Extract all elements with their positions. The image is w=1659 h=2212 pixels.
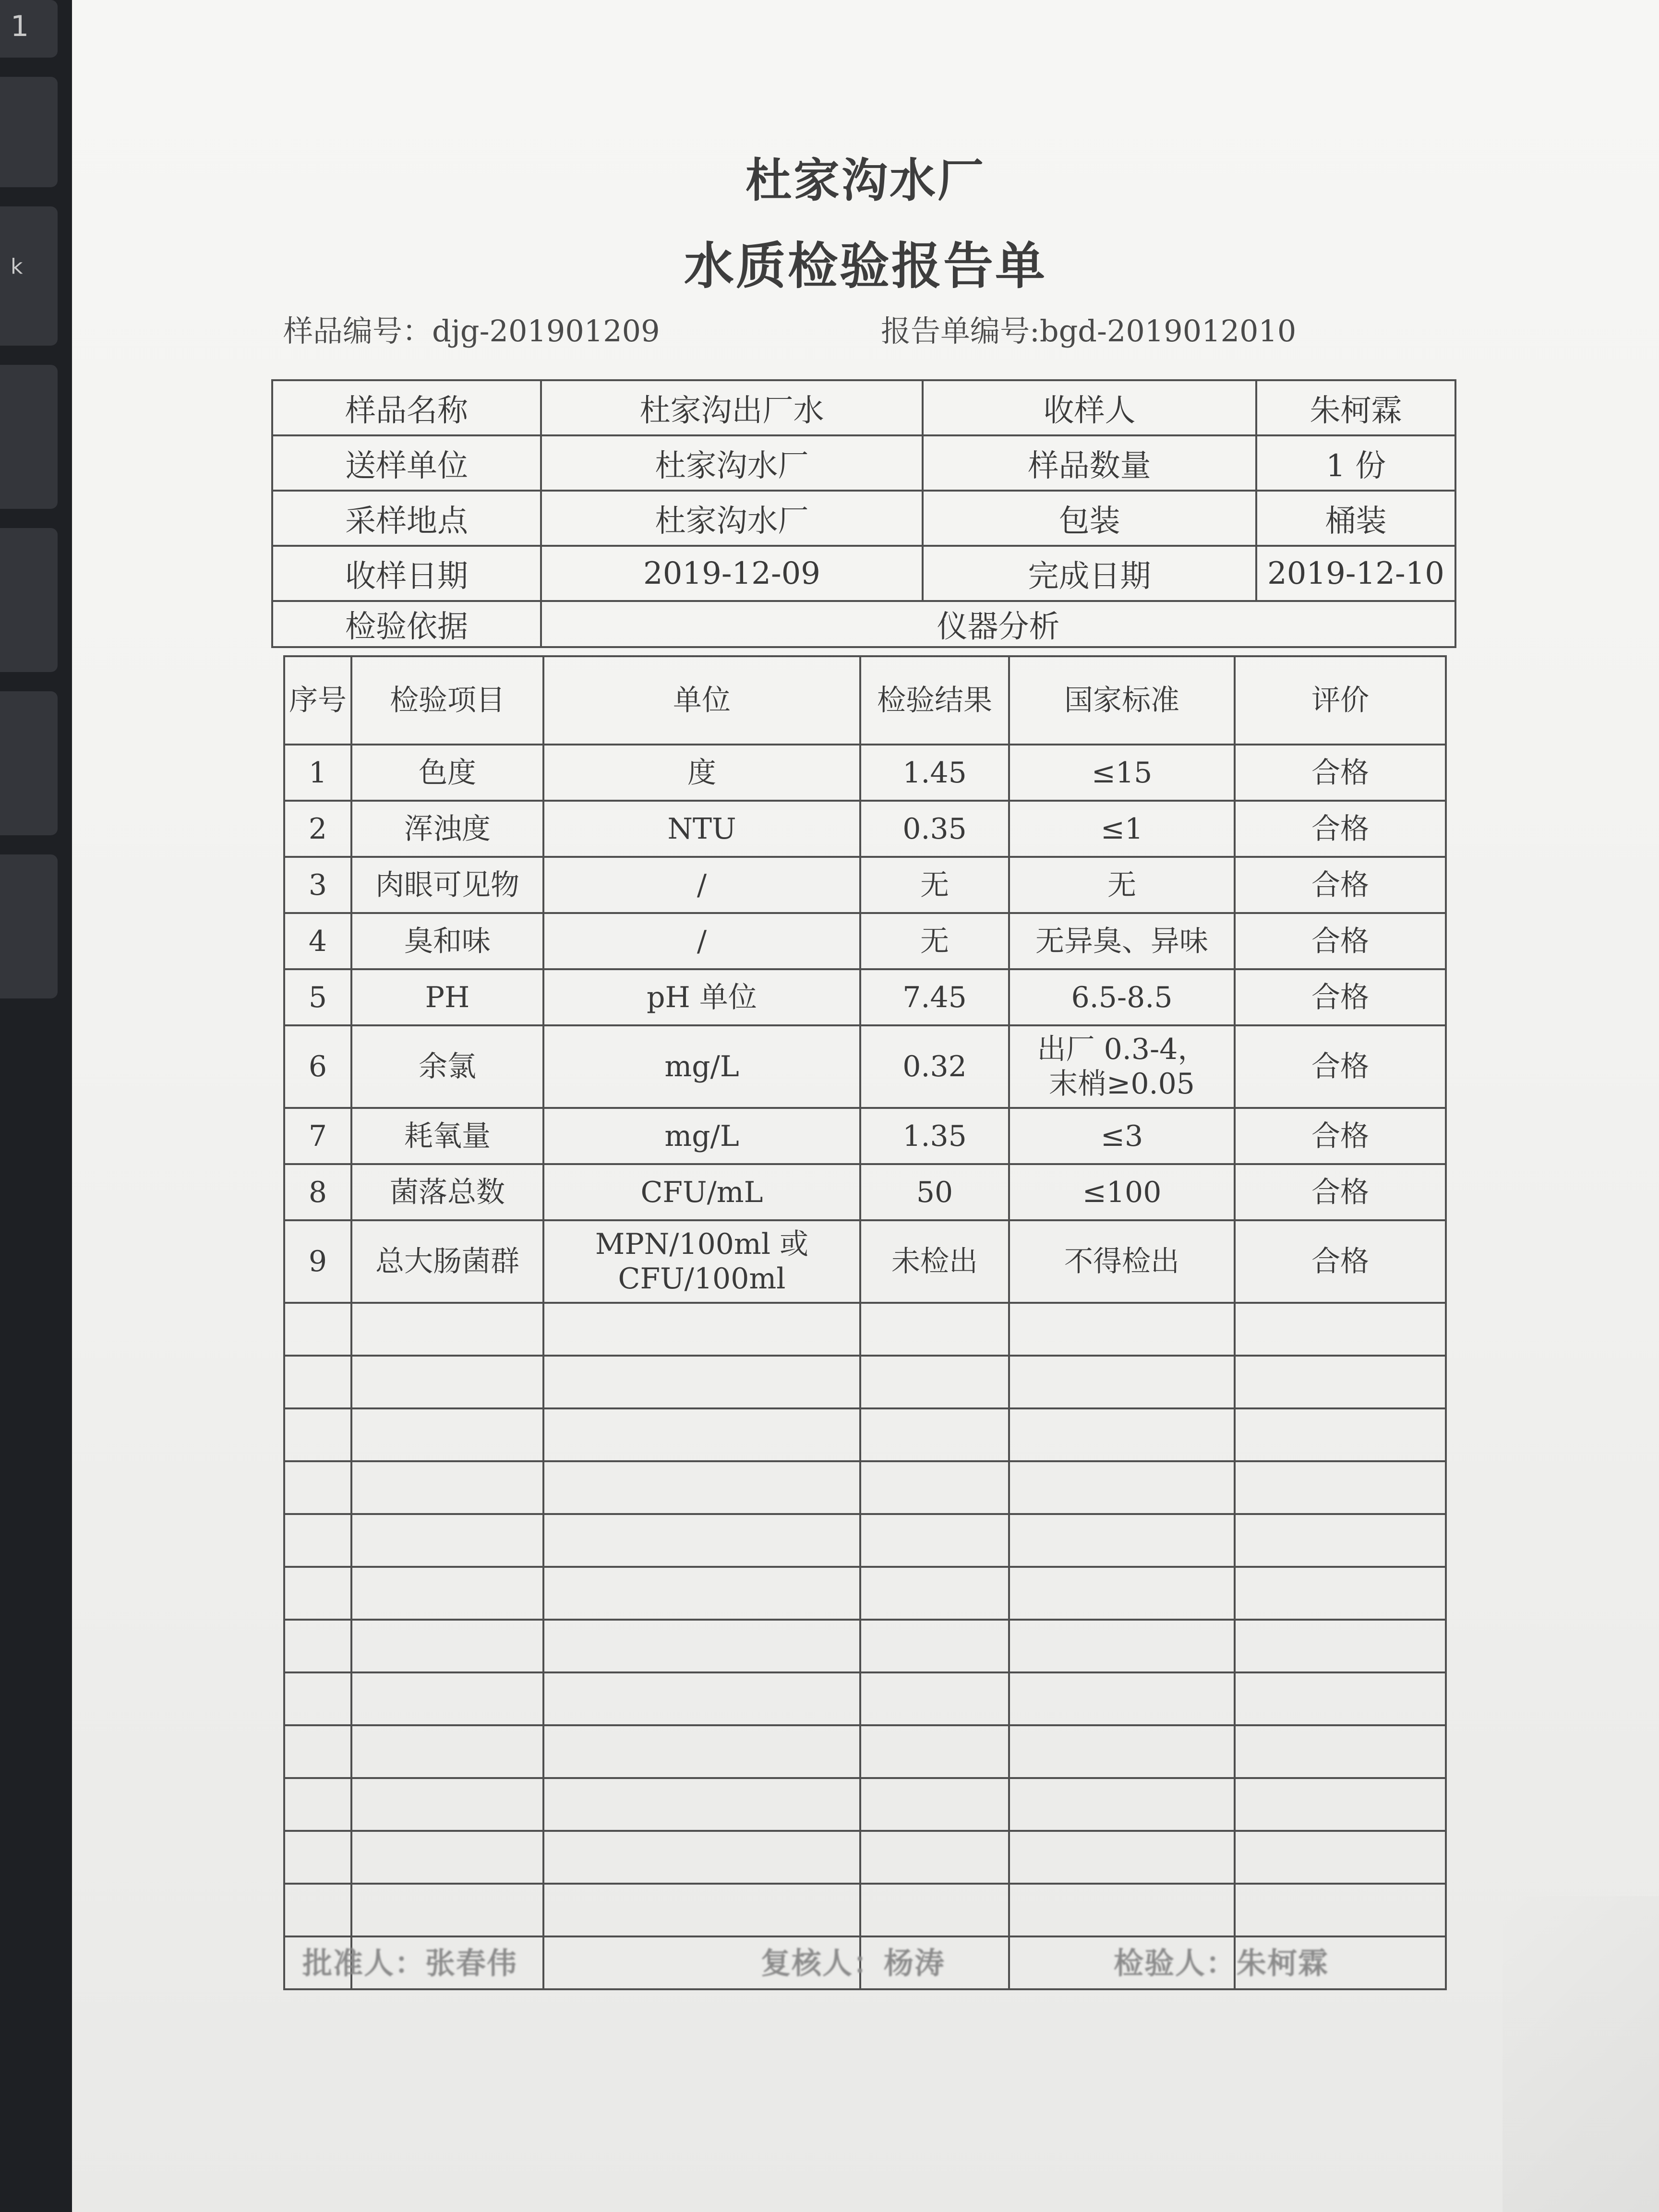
row-evaluation: 合格: [1235, 745, 1446, 801]
row-unit: MPN/100ml 或 CFU/100ml: [543, 1220, 860, 1303]
row-evaluation: 合格: [1235, 1220, 1446, 1303]
info-value: 杜家沟水厂: [541, 491, 923, 546]
row-evaluation: 合格: [1235, 913, 1446, 969]
report-number: 报告单编号:bgd-2019012010: [881, 313, 1297, 349]
paper-shadow: [1503, 1896, 1659, 2212]
row-result: 50: [860, 1164, 1009, 1220]
info-row: [272, 601, 1455, 647]
row-standard: 无异臭、异味: [1009, 913, 1235, 969]
row-evaluation: 合格: [1235, 857, 1446, 913]
row-standard: 无: [1009, 857, 1235, 913]
row-unit: mg/L: [543, 1108, 860, 1164]
row-item: 余氯: [351, 1025, 543, 1108]
row-index: 8: [284, 1164, 351, 1220]
info-value: 1 份: [1256, 435, 1455, 491]
info-row: [272, 491, 1455, 546]
row-result: 1.35: [860, 1108, 1009, 1164]
info-label: 收样日期: [272, 546, 541, 601]
info-value: 2019-12-10: [1256, 546, 1455, 601]
org-title: 杜家沟水厂: [745, 153, 986, 207]
row-unit: NTU: [543, 801, 860, 857]
keyboard-key: [0, 0, 58, 58]
row-unit: mg/L: [543, 1025, 860, 1108]
table-row: [284, 1220, 1446, 1303]
keyboard-key: [0, 691, 58, 835]
blank-row: [284, 1725, 1446, 1778]
info-label: 完成日期: [923, 546, 1256, 601]
row-unit: 度: [543, 745, 860, 801]
blank-row: [284, 1408, 1446, 1461]
row-item: 耗氧量: [351, 1108, 543, 1164]
table-row: [284, 745, 1446, 801]
row-item: 色度: [351, 745, 543, 801]
row-index: 9: [284, 1220, 351, 1303]
table-row: [284, 1025, 1446, 1108]
row-item: 浑浊度: [351, 801, 543, 857]
keyboard-background: [0, 0, 72, 2212]
blank-row: [284, 1514, 1446, 1567]
keyboard-key: [0, 206, 58, 346]
row-standard: 不得检出: [1009, 1220, 1235, 1303]
row-standard: ≤1: [1009, 801, 1235, 857]
row-index: 4: [284, 913, 351, 969]
keyboard-key: [0, 77, 58, 187]
info-label: 样品名称: [272, 380, 541, 435]
keyboard-key: [0, 528, 58, 672]
table-row: [284, 1164, 1446, 1220]
row-index: 6: [284, 1025, 351, 1108]
blank-row: [284, 1884, 1446, 1936]
info-label: 包装: [923, 491, 1256, 546]
row-item: PH: [351, 969, 543, 1025]
table-row: [284, 1108, 1446, 1164]
row-unit: pH 单位: [543, 969, 860, 1025]
header-standard: 国家标准: [1009, 656, 1235, 745]
row-index: 3: [284, 857, 351, 913]
table-row: [284, 913, 1446, 969]
info-value: 杜家沟水厂: [541, 435, 923, 491]
info-label: 送样单位: [272, 435, 541, 491]
row-standard: ≤15: [1009, 745, 1235, 801]
info-row: [272, 380, 1455, 435]
row-result: 1.45: [860, 745, 1009, 801]
inspector-signature: 检验人：朱柯霖: [1114, 1946, 1329, 1981]
row-evaluation: 合格: [1235, 1108, 1446, 1164]
info-row: [272, 546, 1455, 601]
header-evaluation: 评价: [1235, 656, 1446, 745]
blank-row: [284, 1567, 1446, 1620]
key-label: k: [11, 254, 23, 279]
blank-row: [284, 1461, 1446, 1514]
row-result: 0.32: [860, 1025, 1009, 1108]
keyboard-key: [0, 854, 58, 998]
results-header-row: [284, 656, 1446, 745]
basis-label: 检验依据: [272, 601, 541, 647]
row-unit: CFU/mL: [543, 1164, 860, 1220]
row-standard: 6.5-8.5: [1009, 969, 1235, 1025]
row-evaluation: 合格: [1235, 969, 1446, 1025]
row-index: 7: [284, 1108, 351, 1164]
row-item: 肉眼可见物: [351, 857, 543, 913]
row-item: 臭和味: [351, 913, 543, 969]
results-table: [283, 655, 1447, 1990]
row-result: 无: [860, 857, 1009, 913]
blank-row: [284, 1831, 1446, 1884]
row-evaluation: 合格: [1235, 801, 1446, 857]
blank-row: [284, 1303, 1446, 1356]
row-item: 菌落总数: [351, 1164, 543, 1220]
report-title: 水质检验报告单: [684, 236, 1047, 295]
table-row: [284, 857, 1446, 913]
info-label: 样品数量: [923, 435, 1256, 491]
key-label: 1: [11, 10, 29, 43]
sample-number: 样品编号：djg-201901209: [283, 313, 660, 349]
info-row: [272, 435, 1455, 491]
info-label: 收样人: [923, 380, 1256, 435]
blank-row: [284, 1356, 1446, 1408]
row-unit: /: [543, 913, 860, 969]
keyboard-key: [0, 365, 58, 509]
row-evaluation: 合格: [1235, 1025, 1446, 1108]
blank-row: [284, 1778, 1446, 1831]
info-value: 桶装: [1256, 491, 1455, 546]
row-result: 0.35: [860, 801, 1009, 857]
row-index: 5: [284, 969, 351, 1025]
row-standard: 出厂 0.3-4，末梢≥0.05: [1009, 1025, 1235, 1108]
row-item: 总大肠菌群: [351, 1220, 543, 1303]
row-index: 1: [284, 745, 351, 801]
row-standard: ≤100: [1009, 1164, 1235, 1220]
header-result: 检验结果: [860, 656, 1009, 745]
info-value: 朱柯霖: [1256, 380, 1455, 435]
table-row: [284, 969, 1446, 1025]
blank-row: [284, 1620, 1446, 1672]
row-evaluation: 合格: [1235, 1164, 1446, 1220]
header-unit: 单位: [543, 656, 860, 745]
row-standard: ≤3: [1009, 1108, 1235, 1164]
row-result: 无: [860, 913, 1009, 969]
header-item: 检验项目: [351, 656, 543, 745]
row-result: 未检出: [860, 1220, 1009, 1303]
info-label: 采样地点: [272, 491, 541, 546]
sample-info-table: [271, 379, 1456, 648]
blank-row: [284, 1672, 1446, 1725]
basis-value: 仪器分析: [541, 601, 1455, 647]
approver-signature: 批准人：张春伟: [302, 1946, 518, 1981]
report-paper: [72, 0, 1659, 2212]
blank-rows: [284, 1303, 1446, 1989]
header-index: 序号: [284, 656, 351, 745]
table-row: [284, 801, 1446, 857]
info-value: 杜家沟出厂水: [541, 380, 923, 435]
row-index: 2: [284, 801, 351, 857]
reviewer-signature: 复核人：杨涛: [761, 1946, 946, 1981]
info-value: 2019-12-09: [541, 546, 923, 601]
row-result: 7.45: [860, 969, 1009, 1025]
row-unit: /: [543, 857, 860, 913]
